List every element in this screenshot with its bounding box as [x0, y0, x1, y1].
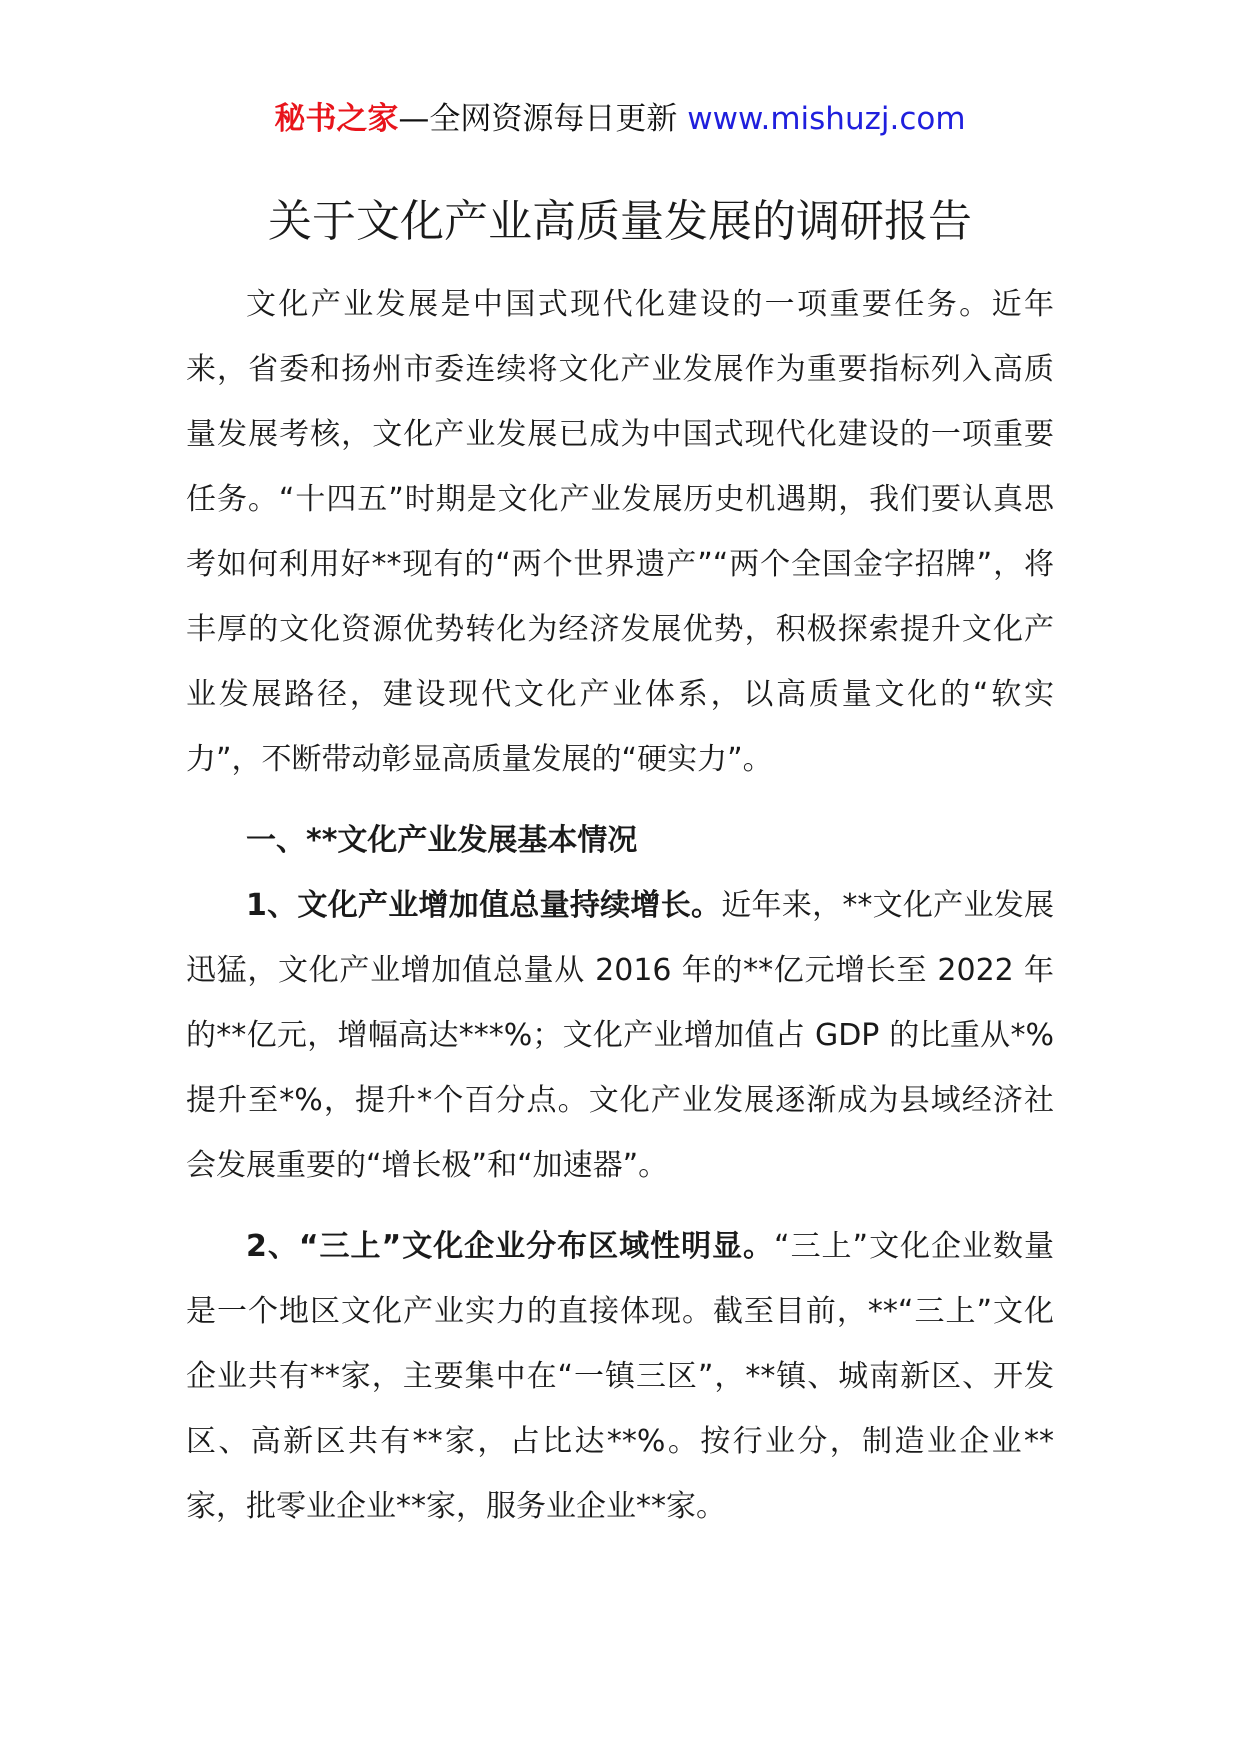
section-heading: 一、**文化产业发展基本情况 — [246, 823, 638, 858]
site-header — [0, 98, 1240, 140]
site-url-link[interactable]: www.mishuzj.com — [677, 101, 966, 137]
item-paragraph-2 — [186, 1214, 1054, 1539]
document-title: 关于文化产业高质量发展的调研报告 — [268, 196, 972, 247]
document-body — [186, 272, 1054, 1539]
item-lead-1: 1、文化产业增加值总量持续增长。 — [246, 888, 722, 923]
item-lead-2: 2、“三上”文化企业分布区域性明显。 — [246, 1229, 775, 1264]
item-paragraph-1 — [186, 873, 1054, 1198]
site-tagline: —全网资源每日更新 — [398, 101, 678, 137]
item-text-2: “三上”文化企业数量是一个地区文化产业实力的直接体现。截至目前，**“三上”文化企业共有**家，主要集中在“一镇三区”，**镇、城南新区、开发区、高新区共有**家，占比达**%。按行业分，制造业企业**家，批零业企业**家，服务业企业**家。 — [186, 1229, 1054, 1524]
intro-paragraph: 文化产业发展是中国式现代化建设的一项重要任务。近年来，省委和扬州市委连续将文化产业发展作为重要指标列入高质量发展考核，文化产业发展已成为中国式现代化建设的一项重要任务。“十四五”时期是文化产业发展历史机遇期，我们要认真思考如何利用好**现有的“两个世界遗产”“两个全国金字招牌”，将丰厚的文化资源优势转化为经济发展优势，积极探索提升文化产业发展路径，建设现代文化产业体系，以高质量文化的“软实力”，不断带动彰显高质量发展的“硬实力”。 — [186, 287, 1054, 777]
item-text-1: 近年来，**文化产业发展迅猛，文化产业增加值总量从 2016 年的**亿元增长至 2022 年的**亿元，增幅高达***%；文化产业增加值占 GDP 的比重从*%提升至*%，提升*个百分点。文化产业发展逐渐成为县域经济社会发展重要的“增长极”和“加速器”。 — [186, 888, 1055, 1183]
site-brand: 秘书之家 — [274, 101, 399, 137]
